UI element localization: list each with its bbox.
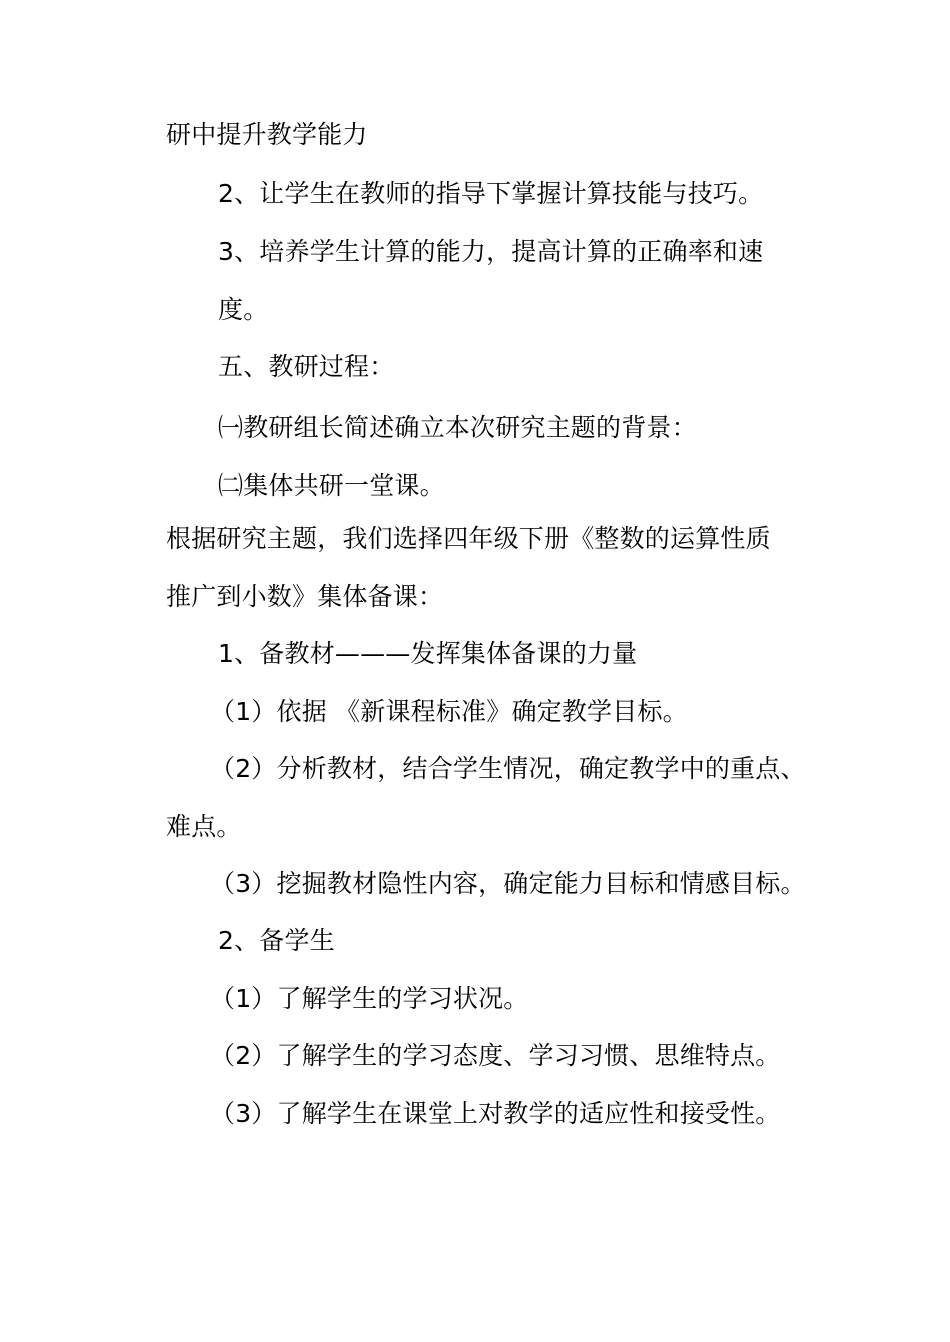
list-item-materials-3: （3）挖掘教材隐性内容，确定能力目标和情感目标。: [210, 869, 806, 898]
text-line-goal-2: 2、让学生在教师的指导下掌握计算技能与技巧。: [218, 179, 764, 208]
list-item-materials-2-cont: 难点。: [166, 812, 242, 841]
section-heading-process: 五、教研过程：: [218, 352, 395, 381]
list-item-students-2: （2）了解学生的学习态度、学习习惯、思维特点。: [210, 1041, 781, 1070]
subheading-materials: 1、备教材———发挥集体备课的力量: [218, 639, 638, 668]
text-line-paragraph-cont: 推广到小数》集体备课：: [166, 582, 444, 611]
list-item-materials-2: （2）分析教材，结合学生情况，确定教学中的重点、: [210, 754, 806, 783]
text-line-goal-3-cont: 度。: [218, 295, 269, 324]
text-line-continuation: 研中提升教学能力: [166, 120, 368, 149]
text-line-step-1: ㈠教研组长简述确立本次研究主题的背景：: [218, 413, 697, 442]
subheading-students: 2、备学生: [218, 926, 335, 955]
text-line-paragraph: 根据研究主题，我们选择四年级下册《整数的运算性质: [166, 524, 771, 553]
text-line-goal-3: 3、培养学生计算的能力，提高计算的正确率和速: [218, 237, 764, 266]
list-item-materials-1: （1）依据 《新课程标准》确定教学目标。: [210, 697, 688, 726]
list-item-students-3: （3）了解学生在课堂上对教学的适应性和接受性。: [210, 1099, 781, 1128]
list-item-students-1: （1）了解学生的学习状况。: [210, 984, 529, 1013]
text-line-step-2: ㈡集体共研一堂课。: [218, 471, 445, 500]
